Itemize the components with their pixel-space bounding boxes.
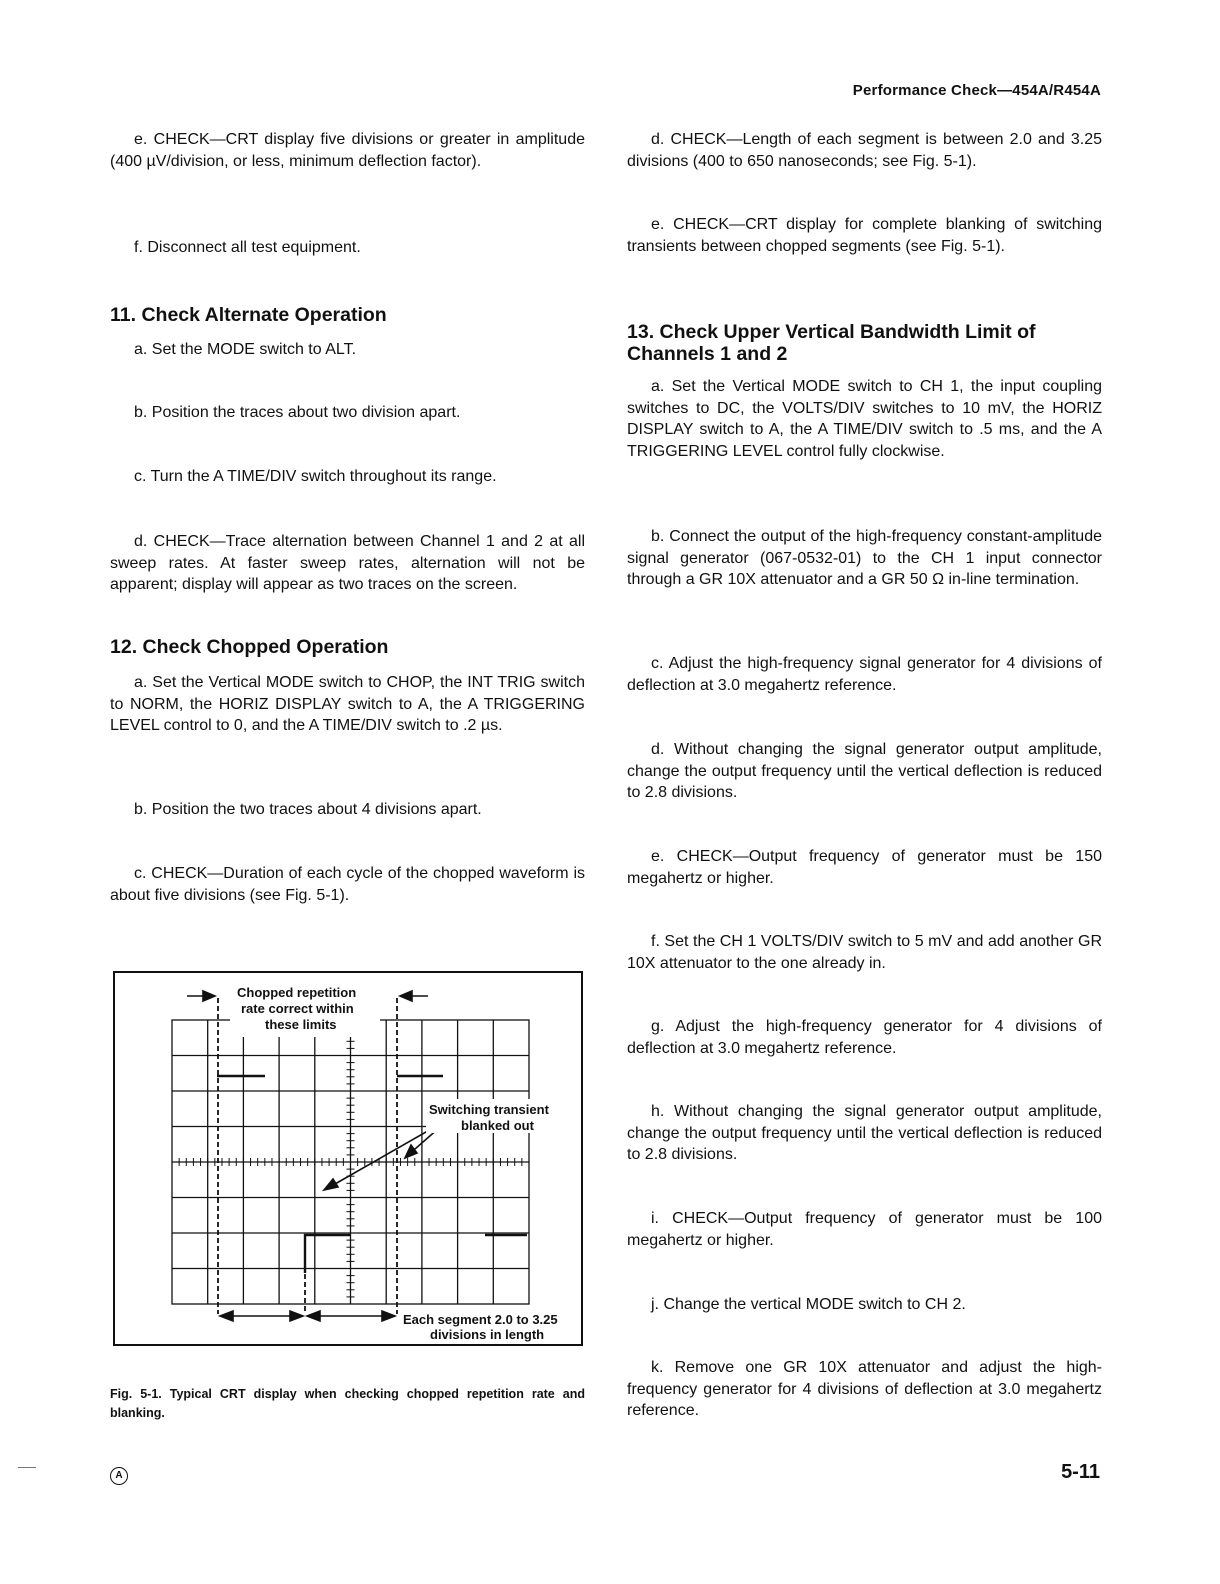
step-13h: h. Without changing the signal generator output amplitude, change the output frequency until the vertical deflection is reduced to 2.8 divisions. <box>627 1103 1102 1163</box>
publisher-logo: A <box>110 1467 128 1485</box>
step-10e: e. CHECK—CRT display five divisions or greater in amplitude (400 µV/division, or less, minimum deflection factor). <box>110 131 585 170</box>
fig-label-top-1: Chopped repetition <box>237 985 357 1000</box>
fig-label-top-3: these limits <box>265 1017 337 1032</box>
section-12-heading: 12. Check Chopped Operation <box>110 636 389 658</box>
page-number: 5-11 <box>1061 1461 1100 1483</box>
figure-crt-display <box>113 971 583 1346</box>
fig-label-seg-1: Each segment 2.0 to 3.25 <box>403 1312 558 1327</box>
step-13d: d. Without changing the signal generator output amplitude, change the output frequency until the vertical deflection is reduced to 2.8 divisions. <box>627 741 1102 801</box>
fig-label-switch-2: blanked out <box>461 1118 534 1133</box>
step-11c: c. Turn the A TIME/DIV switch throughout its range. <box>134 468 497 485</box>
step-13j: j. Change the vertical MODE switch to CH 2. <box>651 1296 966 1313</box>
step-11b: b. Position the traces about two division apart. <box>134 404 461 421</box>
step-11d: d. CHECK—Trace alternation between Channel 1 and 2 at all sweep rates. At faster sweep rates, alternation will not be apparent; display will appear as two traces on the screen. <box>110 533 585 593</box>
fig-label-switch-1: Switching transient <box>429 1102 549 1117</box>
annotation-arrows <box>187 991 447 1321</box>
section-11-heading: 11. Check Alternate Operation <box>110 304 387 326</box>
step-10f: f. Disconnect all test equipment. <box>134 239 361 256</box>
step-13e: e. CHECK—Output frequency of generator must be 150 megahertz or higher. <box>627 848 1102 887</box>
margin-mark <box>18 1467 36 1468</box>
step-13b: b. Connect the output of the high-frequency constant-amplitude signal generator (067-0532-01) to the CH 1 input connector through a GR 10X attenuator and a GR 50 Ω in-line termination. <box>627 528 1102 588</box>
step-13a: a. Set the Vertical MODE switch to CH 1, the input coupling switches to DC, the VOLTS/DIV switches to 10 mV, the HORIZ DISPLAY switch to A, the A TIME/DIV switch to .5 ms, and the A TRIGGERING LEVEL control fully clockwise. <box>627 378 1102 460</box>
step-13k: k. Remove one GR 10X attenuator and adjust the high-frequency generator for 4 divisions of deflection at 3.0 megahertz reference. <box>627 1359 1102 1419</box>
step-11a: a. Set the MODE switch to ALT. <box>134 341 357 358</box>
step-13c: c. Adjust the high-frequency signal generator for 4 divisions of deflection at 3.0 megahertz reference. <box>627 655 1102 694</box>
running-head: Performance Check—454A/R454A <box>852 82 1101 99</box>
step-12b: b. Position the two traces about 4 divisions apart. <box>134 801 482 818</box>
step-13g: g. Adjust the high-frequency generator for 4 divisions of deflection at 3.0 megahertz reference. <box>627 1018 1102 1057</box>
step-12d: d. CHECK—Length of each segment is between 2.0 and 3.25 divisions (400 to 650 nanoseconds; see Fig. 5-1). <box>627 131 1102 170</box>
step-13i: i. CHECK—Output frequency of generator must be 100 megahertz or higher. <box>627 1210 1102 1249</box>
fig-label-seg-2: divisions in length <box>430 1327 545 1342</box>
figure-caption: Fig. 5-1. Typical CRT display when checking chopped repetition rate and blanking. <box>110 1387 585 1420</box>
section-13-heading: 13. Check Upper Vertical Bandwidth Limit of Channels 1 and 2 <box>627 321 1036 365</box>
crt-graticule-diagram <box>115 973 580 1343</box>
step-12c: c. CHECK—Duration of each cycle of the chopped waveform is about five divisions (see Fig. 5-1). <box>110 865 585 904</box>
step-13f: f. Set the CH 1 VOLTS/DIV switch to 5 mV and add another GR 10X attenuator to the one already in. <box>627 933 1102 972</box>
step-12e: e. CHECK—CRT display for complete blanking of switching transients between chopped segments (see Fig. 5-1). <box>627 216 1102 255</box>
step-12a: a. Set the Vertical MODE switch to CHOP, the INT TRIG switch to NORM, the HORIZ DISPLAY switch to A, the A TRIGGERING LEVEL control to 0, and the A TIME/DIV switch to .2 µs. <box>110 674 585 734</box>
limit-dashed-lines <box>218 998 397 1314</box>
fig-label-top-2: rate correct within <box>241 1001 354 1016</box>
